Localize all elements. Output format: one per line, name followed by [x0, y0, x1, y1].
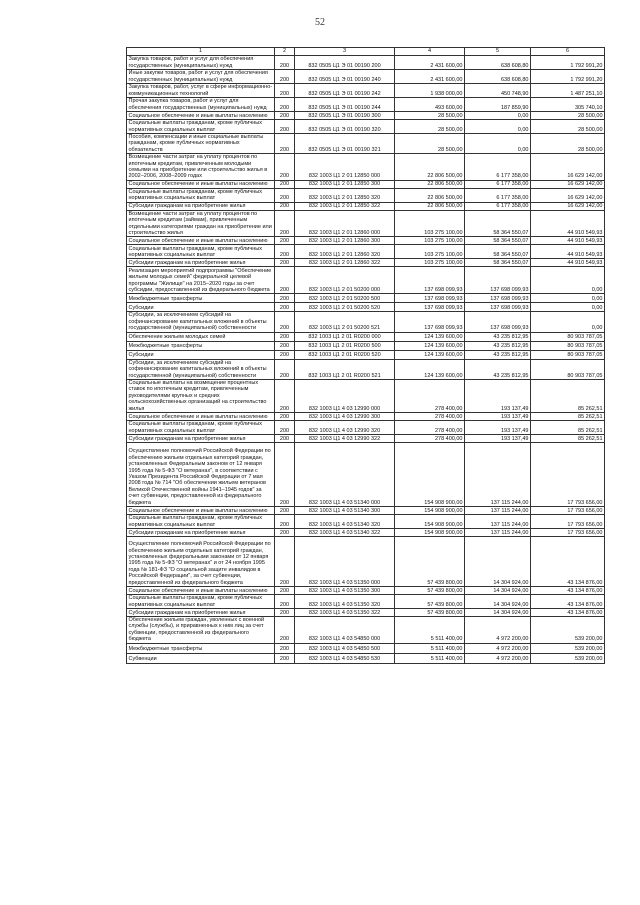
- row-name-cell: Прочая закупка товаров, работ и услуг для обеспечения государственных (муниципальных) нужд: [127, 98, 275, 112]
- row-name-cell: Осуществление полномочий Российской Федерации по обеспечению жильем отдельных категорий граждан, установленных федеральными законами от 12 января 1995 года № 5-ФЗ "О ветеранах" и от 24 ноября 1995 года № 181-ФЗ "О социальной защите инвалидов в Российской Федерации", за счет субвенции, предоставленной из федерального бюджета: [127, 536, 275, 586]
- row-remaining-amount-cell: 80 903 787,05: [531, 350, 605, 359]
- row-name-cell: Социальное обеспечение и иные выплаты населению: [127, 112, 275, 120]
- row-approved-amount-cell: 2 431 600,00: [395, 70, 465, 84]
- row-name-cell: Социальное обеспечение и иные выплаты населению: [127, 412, 275, 420]
- row-executed-amount-cell: 58 364 550,07: [465, 237, 531, 245]
- row-remaining-amount-cell: 44 910 549,93: [531, 245, 605, 259]
- table-row: [127, 379, 605, 412]
- table-row: [127, 536, 605, 586]
- row-line-code-cell: 200: [275, 84, 295, 98]
- table-row: [127, 586, 605, 594]
- row-approved-amount-cell: 278 400,00: [395, 420, 465, 434]
- row-executed-amount-cell: 58 364 550,07: [465, 259, 531, 267]
- row-executed-amount-cell: 137 115 244,00: [465, 506, 531, 514]
- row-remaining-amount-cell: 305 740,10: [531, 98, 605, 112]
- row-approved-amount-cell: 2 431 600,00: [395, 56, 465, 70]
- row-remaining-amount-cell: 43 134 876,00: [531, 586, 605, 594]
- row-name-cell: Иные закупки товаров, работ и услуг для обеспечения государственных (муниципальных) нужд: [127, 70, 275, 84]
- row-remaining-amount-cell: 539 200,00: [531, 653, 605, 663]
- row-classification-code-cell: 832 1003 Ц1 4 03 54850 500: [295, 643, 395, 653]
- row-line-code-cell: 200: [275, 608, 295, 616]
- row-classification-code-cell: 832 1003 Ц1 2 01 50200 000: [295, 267, 395, 294]
- row-remaining-amount-cell: 17 793 656,00: [531, 506, 605, 514]
- row-line-code-cell: 200: [275, 616, 295, 643]
- table-row: [127, 202, 605, 210]
- row-remaining-amount-cell: 28 500,00: [531, 120, 605, 134]
- row-executed-amount-cell: 137 698 099,93: [465, 267, 531, 294]
- row-approved-amount-cell: 5 511 400,00: [395, 643, 465, 653]
- row-line-code-cell: 200: [275, 267, 295, 294]
- row-approved-amount-cell: 154 908 900,00: [395, 514, 465, 528]
- row-name-cell: Субсидии гражданам на приобретение жилья: [127, 202, 275, 210]
- row-executed-amount-cell: 0,00: [465, 120, 531, 134]
- row-name-cell: Закупка товаров, работ и услуг для обеспечения государственных (муниципальных) нужд: [127, 56, 275, 70]
- row-classification-code-cell: 832 1003 Ц1 4 03 51340 322: [295, 528, 395, 536]
- row-remaining-amount-cell: 80 903 787,05: [531, 332, 605, 341]
- row-classification-code-cell: 832 0505 Ц1 Э 01 00190 300: [295, 112, 395, 120]
- row-executed-amount-cell: 58 364 550,07: [465, 210, 531, 237]
- row-remaining-amount-cell: 0,00: [531, 303, 605, 312]
- row-remaining-amount-cell: 44 910 549,93: [531, 259, 605, 267]
- row-name-cell: Социальное обеспечение и иные выплаты населению: [127, 586, 275, 594]
- row-remaining-amount-cell: 539 200,00: [531, 643, 605, 653]
- row-classification-code-cell: 832 1003 Ц1 2 01 12860 000: [295, 210, 395, 237]
- row-line-code-cell: 200: [275, 98, 295, 112]
- row-classification-code-cell: 832 1003 Ц1 2 01 12850 000: [295, 154, 395, 181]
- header-col-2: 2: [275, 48, 295, 56]
- table-row: [127, 294, 605, 303]
- row-approved-amount-cell: 124 139 600,00: [395, 341, 465, 350]
- table-row: [127, 420, 605, 434]
- row-name-cell: Субсидии гражданам на приобретение жилья: [127, 434, 275, 442]
- row-approved-amount-cell: 5 511 400,00: [395, 616, 465, 643]
- row-name-cell: Социальные выплаты на возмещение процентных ставок по ипотечным кредитам, привлеченным руководителями крупных и средних сельскохозяйственных организаций на строительство жилья: [127, 379, 275, 412]
- table-row: [127, 237, 605, 245]
- row-executed-amount-cell: 14 304 924,00: [465, 536, 531, 586]
- table-row: [127, 84, 605, 98]
- row-name-cell: Субвенции: [127, 653, 275, 663]
- table-row: [127, 245, 605, 259]
- row-approved-amount-cell: 137 698 099,93: [395, 303, 465, 312]
- row-remaining-amount-cell: 16 629 142,00: [531, 180, 605, 188]
- row-remaining-amount-cell: 16 629 142,00: [531, 202, 605, 210]
- row-executed-amount-cell: 4 972 200,00: [465, 653, 531, 663]
- row-remaining-amount-cell: 17 793 656,00: [531, 442, 605, 506]
- row-approved-amount-cell: 137 698 099,93: [395, 267, 465, 294]
- row-executed-amount-cell: 6 177 358,00: [465, 180, 531, 188]
- row-approved-amount-cell: 1 938 000,00: [395, 84, 465, 98]
- row-classification-code-cell: 832 1003 Ц1 4 03 51350 320: [295, 594, 395, 608]
- row-executed-amount-cell: 4 972 200,00: [465, 643, 531, 653]
- row-classification-code-cell: 832 1003 Ц1 2 01 50200 520: [295, 303, 395, 312]
- row-line-code-cell: 200: [275, 303, 295, 312]
- row-line-code-cell: 200: [275, 294, 295, 303]
- table-row: [127, 188, 605, 202]
- row-name-cell: Возмещение части затрат на уплату процентов по ипотечным кредитам (займам), привлеченным отдельными категориями граждан на приобретение или строительство жилья: [127, 210, 275, 237]
- table-row: [127, 267, 605, 294]
- table-row: [127, 528, 605, 536]
- table-body: [127, 48, 605, 664]
- row-executed-amount-cell: 14 304 924,00: [465, 586, 531, 594]
- row-classification-code-cell: 832 1003 Ц1 2 01 12860 322: [295, 259, 395, 267]
- row-approved-amount-cell: 103 275 100,00: [395, 210, 465, 237]
- row-remaining-amount-cell: 85 262,51: [531, 434, 605, 442]
- table-row: [127, 56, 605, 70]
- row-remaining-amount-cell: 16 629 142,00: [531, 154, 605, 181]
- row-executed-amount-cell: 4 972 200,00: [465, 616, 531, 643]
- row-remaining-amount-cell: 85 262,51: [531, 420, 605, 434]
- table-row: [127, 594, 605, 608]
- row-line-code-cell: 200: [275, 653, 295, 663]
- table-header-row: [127, 48, 605, 56]
- row-executed-amount-cell: 58 364 550,07: [465, 245, 531, 259]
- row-line-code-cell: 200: [275, 154, 295, 181]
- row-approved-amount-cell: 137 698 099,93: [395, 294, 465, 303]
- row-line-code-cell: 200: [275, 202, 295, 210]
- header-col-3: 3: [295, 48, 395, 56]
- row-remaining-amount-cell: 80 903 787,05: [531, 341, 605, 350]
- row-executed-amount-cell: 6 177 358,00: [465, 202, 531, 210]
- row-executed-amount-cell: 137 698 099,93: [465, 294, 531, 303]
- row-line-code-cell: 200: [275, 237, 295, 245]
- row-line-code-cell: 200: [275, 536, 295, 586]
- row-executed-amount-cell: 6 177 358,00: [465, 154, 531, 181]
- table-row: [127, 112, 605, 120]
- row-line-code-cell: 200: [275, 586, 295, 594]
- table-row: [127, 312, 605, 332]
- row-line-code-cell: 200: [275, 594, 295, 608]
- row-remaining-amount-cell: 43 134 876,00: [531, 608, 605, 616]
- row-name-cell: Социальные выплаты гражданам, кроме публичных нормативных социальных выплат: [127, 594, 275, 608]
- row-approved-amount-cell: 22 806 500,00: [395, 202, 465, 210]
- row-line-code-cell: 200: [275, 359, 295, 379]
- table-row: [127, 514, 605, 528]
- row-name-cell: Межбюджетные трансферты: [127, 643, 275, 653]
- row-approved-amount-cell: 137 698 099,93: [395, 312, 465, 332]
- row-classification-code-cell: 832 0505 Ц1 Э 01 00190 321: [295, 134, 395, 154]
- row-approved-amount-cell: 154 908 900,00: [395, 442, 465, 506]
- row-remaining-amount-cell: 16 629 142,00: [531, 188, 605, 202]
- row-name-cell: Социальное обеспечение и иные выплаты населению: [127, 506, 275, 514]
- row-approved-amount-cell: 57 439 800,00: [395, 536, 465, 586]
- row-name-cell: Пособия, компенсации и иные социальные выплаты гражданам, кроме публичных нормативных обязательств: [127, 134, 275, 154]
- table-row: [127, 134, 605, 154]
- row-approved-amount-cell: 103 275 100,00: [395, 237, 465, 245]
- row-approved-amount-cell: 57 439 800,00: [395, 608, 465, 616]
- row-remaining-amount-cell: 80 903 787,05: [531, 359, 605, 379]
- row-classification-code-cell: 832 1003 Ц1 2 01 R0200 500: [295, 341, 395, 350]
- row-classification-code-cell: 832 1003 Ц1 4 03 51340 300: [295, 506, 395, 514]
- row-executed-amount-cell: 137 115 244,00: [465, 442, 531, 506]
- row-classification-code-cell: 832 1003 Ц1 2 01 12850 300: [295, 180, 395, 188]
- row-name-cell: Межбюджетные трансферты: [127, 294, 275, 303]
- row-remaining-amount-cell: 1 792 991,20: [531, 70, 605, 84]
- row-classification-code-cell: 832 1003 Ц1 4 03 51350 300: [295, 586, 395, 594]
- row-executed-amount-cell: 638 608,80: [465, 70, 531, 84]
- row-executed-amount-cell: 0,00: [465, 112, 531, 120]
- budget-execution-table: [126, 47, 605, 664]
- row-remaining-amount-cell: 17 793 656,00: [531, 514, 605, 528]
- row-name-cell: Межбюджетные трансферты: [127, 341, 275, 350]
- row-remaining-amount-cell: 85 262,51: [531, 379, 605, 412]
- row-approved-amount-cell: 103 275 100,00: [395, 245, 465, 259]
- row-name-cell: Субсидии, за исключением субсидий на софинансирование капитальных вложений в объекты государственной (муниципальной) собственности: [127, 312, 275, 332]
- row-line-code-cell: 200: [275, 332, 295, 341]
- table-row: [127, 70, 605, 84]
- row-classification-code-cell: 832 0505 Ц1 Э 01 00190 244: [295, 98, 395, 112]
- row-approved-amount-cell: 493 600,00: [395, 98, 465, 112]
- table-row: [127, 303, 605, 312]
- row-approved-amount-cell: 124 139 600,00: [395, 359, 465, 379]
- row-approved-amount-cell: 57 439 800,00: [395, 594, 465, 608]
- table-row: [127, 332, 605, 341]
- row-line-code-cell: 200: [275, 112, 295, 120]
- row-executed-amount-cell: 193 137,49: [465, 412, 531, 420]
- row-executed-amount-cell: 14 304 924,00: [465, 608, 531, 616]
- row-line-code-cell: 200: [275, 120, 295, 134]
- row-approved-amount-cell: 28 500,00: [395, 120, 465, 134]
- table-row: [127, 359, 605, 379]
- row-classification-code-cell: 832 1003 Ц1 4 03 51340 320: [295, 514, 395, 528]
- row-executed-amount-cell: 14 304 924,00: [465, 594, 531, 608]
- row-executed-amount-cell: 137 698 099,93: [465, 303, 531, 312]
- row-executed-amount-cell: 193 137,49: [465, 420, 531, 434]
- row-remaining-amount-cell: 28 500,00: [531, 134, 605, 154]
- row-approved-amount-cell: 5 511 400,00: [395, 653, 465, 663]
- row-name-cell: Социальные выплаты гражданам, кроме публичных нормативных социальных выплат: [127, 245, 275, 259]
- row-line-code-cell: 200: [275, 245, 295, 259]
- row-line-code-cell: 200: [275, 70, 295, 84]
- row-classification-code-cell: 832 1003 Ц1 2 01 R0200 521: [295, 359, 395, 379]
- row-line-code-cell: 200: [275, 350, 295, 359]
- row-name-cell: Социальные выплаты гражданам, кроме публичных нормативных социальных выплат: [127, 120, 275, 134]
- row-approved-amount-cell: 154 908 900,00: [395, 528, 465, 536]
- row-remaining-amount-cell: 43 134 876,00: [531, 594, 605, 608]
- row-line-code-cell: 200: [275, 341, 295, 350]
- row-approved-amount-cell: 124 139 600,00: [395, 350, 465, 359]
- row-name-cell: Реализация мероприятий подпрограммы "Обеспечение жильем молодых семей" федеральной целевой программы "Жилище" на 2015–2020 годы за счет субсидии, предоставленной из федерального бюджета: [127, 267, 275, 294]
- row-line-code-cell: 200: [275, 442, 295, 506]
- row-line-code-cell: 200: [275, 643, 295, 653]
- row-remaining-amount-cell: 43 134 876,00: [531, 536, 605, 586]
- row-line-code-cell: 200: [275, 56, 295, 70]
- row-remaining-amount-cell: 0,00: [531, 294, 605, 303]
- row-name-cell: Закупка товаров, работ, услуг в сфере информационно-коммуникационных технологий: [127, 84, 275, 98]
- row-executed-amount-cell: 450 748,90: [465, 84, 531, 98]
- table-row: [127, 643, 605, 653]
- row-approved-amount-cell: 57 439 800,00: [395, 586, 465, 594]
- row-name-cell: Социальное обеспечение и иные выплаты населению: [127, 237, 275, 245]
- row-executed-amount-cell: 638 608,80: [465, 56, 531, 70]
- row-line-code-cell: 200: [275, 506, 295, 514]
- row-line-code-cell: 200: [275, 312, 295, 332]
- row-executed-amount-cell: 137 115 244,00: [465, 514, 531, 528]
- row-name-cell: Субсидии, за исключением субсидий на софинансирование капитальных вложений в объекты государственной (муниципальной) собственности: [127, 359, 275, 379]
- row-remaining-amount-cell: 1 792 991,20: [531, 56, 605, 70]
- row-line-code-cell: 200: [275, 528, 295, 536]
- table-row: [127, 154, 605, 181]
- table-row: [127, 341, 605, 350]
- row-approved-amount-cell: 278 400,00: [395, 412, 465, 420]
- row-classification-code-cell: 832 1003 Ц1 4 03 51350 322: [295, 608, 395, 616]
- row-line-code-cell: 200: [275, 434, 295, 442]
- row-remaining-amount-cell: 0,00: [531, 312, 605, 332]
- row-remaining-amount-cell: 0,00: [531, 267, 605, 294]
- row-line-code-cell: 200: [275, 379, 295, 412]
- row-classification-code-cell: 832 1003 Ц1 2 01 50200 500: [295, 294, 395, 303]
- row-classification-code-cell: 832 1003 Ц1 4 03 54850 000: [295, 616, 395, 643]
- row-line-code-cell: 200: [275, 188, 295, 202]
- row-classification-code-cell: 832 0505 Ц1 Э 01 00190 200: [295, 56, 395, 70]
- row-remaining-amount-cell: 1 487 251,10: [531, 84, 605, 98]
- row-classification-code-cell: 832 1003 Ц1 4 03 12990 320: [295, 420, 395, 434]
- row-approved-amount-cell: 28 500,00: [395, 112, 465, 120]
- row-executed-amount-cell: 193 137,49: [465, 379, 531, 412]
- header-col-4: 4: [395, 48, 465, 56]
- row-classification-code-cell: 832 0505 Ц1 Э 01 00190 240: [295, 70, 395, 84]
- table-row: [127, 434, 605, 442]
- row-name-cell: Субсидии гражданам на приобретение жилья: [127, 608, 275, 616]
- row-remaining-amount-cell: 28 500,00: [531, 112, 605, 120]
- row-name-cell: Обеспечение жильем молодых семей: [127, 332, 275, 341]
- row-remaining-amount-cell: 44 910 549,93: [531, 210, 605, 237]
- row-classification-code-cell: 832 1003 Ц1 2 01 12860 300: [295, 237, 395, 245]
- row-line-code-cell: 200: [275, 259, 295, 267]
- row-approved-amount-cell: 154 908 900,00: [395, 506, 465, 514]
- row-classification-code-cell: 832 1003 Ц1 4 03 54850 530: [295, 653, 395, 663]
- row-executed-amount-cell: 43 235 812,95: [465, 350, 531, 359]
- row-approved-amount-cell: 278 400,00: [395, 379, 465, 412]
- table-row: [127, 210, 605, 237]
- row-remaining-amount-cell: 17 793 656,00: [531, 528, 605, 536]
- row-name-cell: Социальные выплаты гражданам, кроме публичных нормативных социальных выплат: [127, 514, 275, 528]
- row-executed-amount-cell: 187 859,90: [465, 98, 531, 112]
- row-approved-amount-cell: 278 400,00: [395, 434, 465, 442]
- table-row: [127, 442, 605, 506]
- row-approved-amount-cell: 103 275 100,00: [395, 259, 465, 267]
- row-name-cell: Возмещение части затрат на уплату процентов по ипотечным кредитам, привлеченным молодыми семьями на приобретение или строительство жилья в 2002–2006, 2008–2009 годах: [127, 154, 275, 181]
- table-row: [127, 259, 605, 267]
- row-remaining-amount-cell: 44 910 549,93: [531, 237, 605, 245]
- row-name-cell: Социальные выплаты гражданам, кроме публичных нормативных социальных выплат: [127, 420, 275, 434]
- row-executed-amount-cell: 193 137,49: [465, 434, 531, 442]
- row-executed-amount-cell: 137 115 244,00: [465, 528, 531, 536]
- row-name-cell: Обеспечение жильем граждан, уволенных с военной службы (службы), и приравненных к ним лиц за счет субвенции, предоставленной из федерального бюджета: [127, 616, 275, 643]
- row-line-code-cell: 200: [275, 420, 295, 434]
- row-approved-amount-cell: 124 139 600,00: [395, 332, 465, 341]
- header-col-5: 5: [465, 48, 531, 56]
- row-classification-code-cell: 832 1003 Ц1 2 01 R0200 520: [295, 350, 395, 359]
- row-name-cell: Осуществление полномочий Российской Федерации по обеспечению жильем отдельных категорий граждан, установленных Федеральным законом от 12 января 1995 года № 5-ФЗ "О ветеранах", в соответствии с Указом Президента Российской Федерации от 7 мая 2008 года № 714 "Об обеспечении жильем ветеранов Великой Отечественной войны 1941–1945 годов" за счет субвенции, предоставленной из федерального бюджета: [127, 442, 275, 506]
- table-row: [127, 180, 605, 188]
- row-name-cell: Субсидии: [127, 350, 275, 359]
- row-line-code-cell: 200: [275, 514, 295, 528]
- table-row: [127, 506, 605, 514]
- row-classification-code-cell: 832 1003 Ц1 2 01 R0200 000: [295, 332, 395, 341]
- row-name-cell: Социальные выплаты гражданам, кроме публичных нормативных социальных выплат: [127, 188, 275, 202]
- header-col-6: 6: [531, 48, 605, 56]
- row-line-code-cell: 200: [275, 412, 295, 420]
- row-remaining-amount-cell: 85 262,51: [531, 412, 605, 420]
- row-name-cell: Социальное обеспечение и иные выплаты населению: [127, 180, 275, 188]
- row-approved-amount-cell: 28 500,00: [395, 134, 465, 154]
- row-line-code-cell: 200: [275, 134, 295, 154]
- row-line-code-cell: 200: [275, 180, 295, 188]
- row-name-cell: Субсидии гражданам на приобретение жилья: [127, 259, 275, 267]
- page-number: 52: [315, 17, 325, 28]
- row-classification-code-cell: 832 1003 Ц1 2 01 12850 320: [295, 188, 395, 202]
- row-classification-code-cell: 832 1003 Ц1 2 01 50200 521: [295, 312, 395, 332]
- row-classification-code-cell: 832 0505 Ц1 Э 01 00190 320: [295, 120, 395, 134]
- table-row: [127, 98, 605, 112]
- row-line-code-cell: 200: [275, 210, 295, 237]
- row-executed-amount-cell: 0,00: [465, 134, 531, 154]
- row-classification-code-cell: 832 0505 Ц1 Э 01 00190 242: [295, 84, 395, 98]
- row-classification-code-cell: 832 1003 Ц1 4 03 12990 300: [295, 412, 395, 420]
- row-executed-amount-cell: 43 235 812,95: [465, 341, 531, 350]
- table-row: [127, 616, 605, 643]
- row-name-cell: Субсидии гражданам на приобретение жилья: [127, 528, 275, 536]
- row-approved-amount-cell: 22 806 500,00: [395, 180, 465, 188]
- table-row: [127, 120, 605, 134]
- header-col-1: 1: [127, 48, 275, 56]
- row-executed-amount-cell: 43 235 812,95: [465, 359, 531, 379]
- table-row: [127, 350, 605, 359]
- row-classification-code-cell: 832 1003 Ц1 4 03 51340 000: [295, 442, 395, 506]
- row-approved-amount-cell: 22 806 500,00: [395, 188, 465, 202]
- row-classification-code-cell: 832 1003 Ц1 4 03 12990 000: [295, 379, 395, 412]
- row-executed-amount-cell: 6 177 358,00: [465, 188, 531, 202]
- row-executed-amount-cell: 43 235 812,95: [465, 332, 531, 341]
- table-row: [127, 608, 605, 616]
- table-row: [127, 653, 605, 663]
- row-name-cell: Субсидии: [127, 303, 275, 312]
- row-remaining-amount-cell: 539 200,00: [531, 616, 605, 643]
- row-classification-code-cell: 832 1003 Ц1 4 03 51350 000: [295, 536, 395, 586]
- row-classification-code-cell: 832 1003 Ц1 2 01 12850 322: [295, 202, 395, 210]
- row-classification-code-cell: 832 1003 Ц1 4 03 12990 322: [295, 434, 395, 442]
- row-executed-amount-cell: 137 698 099,93: [465, 312, 531, 332]
- table-row: [127, 412, 605, 420]
- row-approved-amount-cell: 22 806 500,00: [395, 154, 465, 181]
- row-classification-code-cell: 832 1003 Ц1 2 01 12860 320: [295, 245, 395, 259]
